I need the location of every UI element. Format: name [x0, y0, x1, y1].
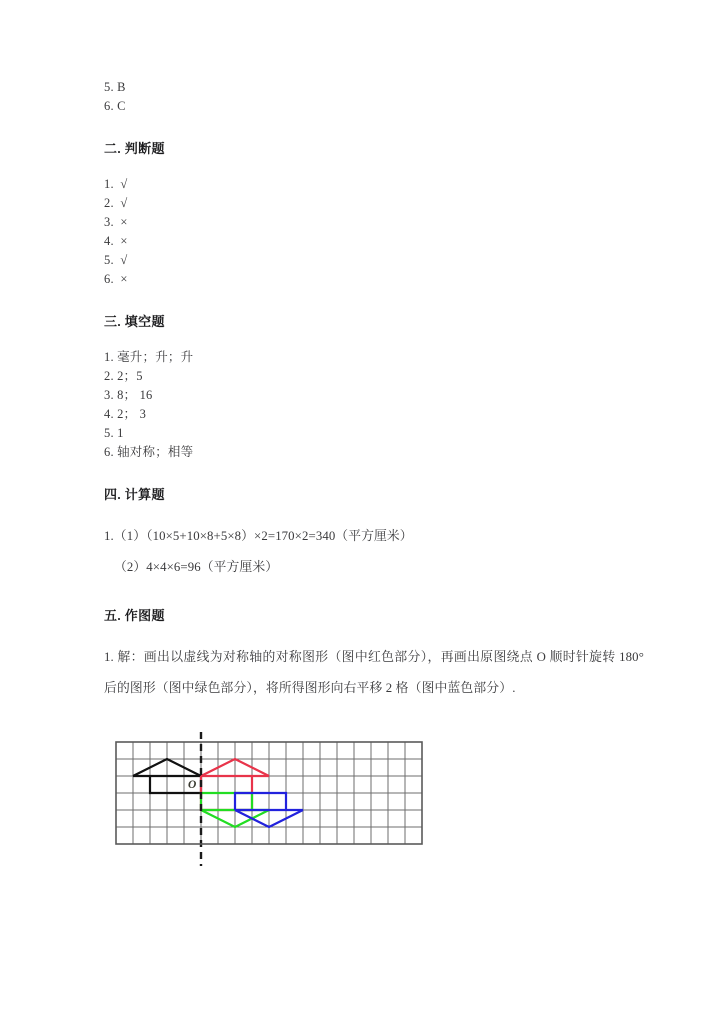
- symmetry-figure: [110, 730, 440, 895]
- calculation-body: [104, 521, 644, 583]
- drawing-solution-paragraph: 1. 解：画出以虚线为对称轴的对称图形（图中红色部分），再画出原图绕点 O 顺时针旋转 180°后的图形（图中绿色部分），将所得图形向右平移 2 格（图中蓝色部分）.: [104, 650, 644, 695]
- document-content: [104, 78, 644, 895]
- section-heading-calculation: 四. 计算题: [104, 487, 165, 502]
- answer-line: 4. ×: [104, 234, 128, 248]
- origin-point-label: O: [188, 779, 197, 791]
- answer-line: 3. 8； 16: [104, 388, 153, 402]
- section-heading-judgement: 二. 判断题: [104, 141, 165, 156]
- answer-line: 5. 1: [104, 426, 124, 440]
- answer-list-choice: [104, 78, 644, 116]
- answer-list-fill-in-blank: [104, 348, 644, 462]
- answer-line: 1. 毫升；升；升: [104, 350, 194, 364]
- answer-line: 6. 轴对称；相等: [104, 445, 194, 459]
- answer-line: 1. √: [104, 177, 128, 191]
- section-heading-drawing: 五. 作图题: [104, 608, 165, 623]
- section-heading-fill-in-blank: 三. 填空题: [104, 314, 165, 329]
- answer-list-judgement: [104, 175, 644, 289]
- answer-line: 2. 2；5: [104, 369, 143, 383]
- answer-line: 6. ×: [104, 272, 128, 286]
- answer-line: 4. 2； 3: [104, 407, 147, 421]
- calculation-line-1: 1.（1）（10×5+10×8+5×8）×2=170×2=340（平方厘米）: [104, 529, 413, 543]
- answer-line: 5. √: [104, 253, 128, 267]
- calculation-line-2: （2）4×4×6=96（平方厘米）: [114, 560, 279, 574]
- answer-line: 3. ×: [104, 215, 128, 229]
- answer-line: 2. √: [104, 196, 128, 210]
- symmetry-figure-svg: [110, 730, 440, 890]
- answer-line: 6. C: [104, 99, 126, 113]
- answer-line: 5. B: [104, 80, 126, 94]
